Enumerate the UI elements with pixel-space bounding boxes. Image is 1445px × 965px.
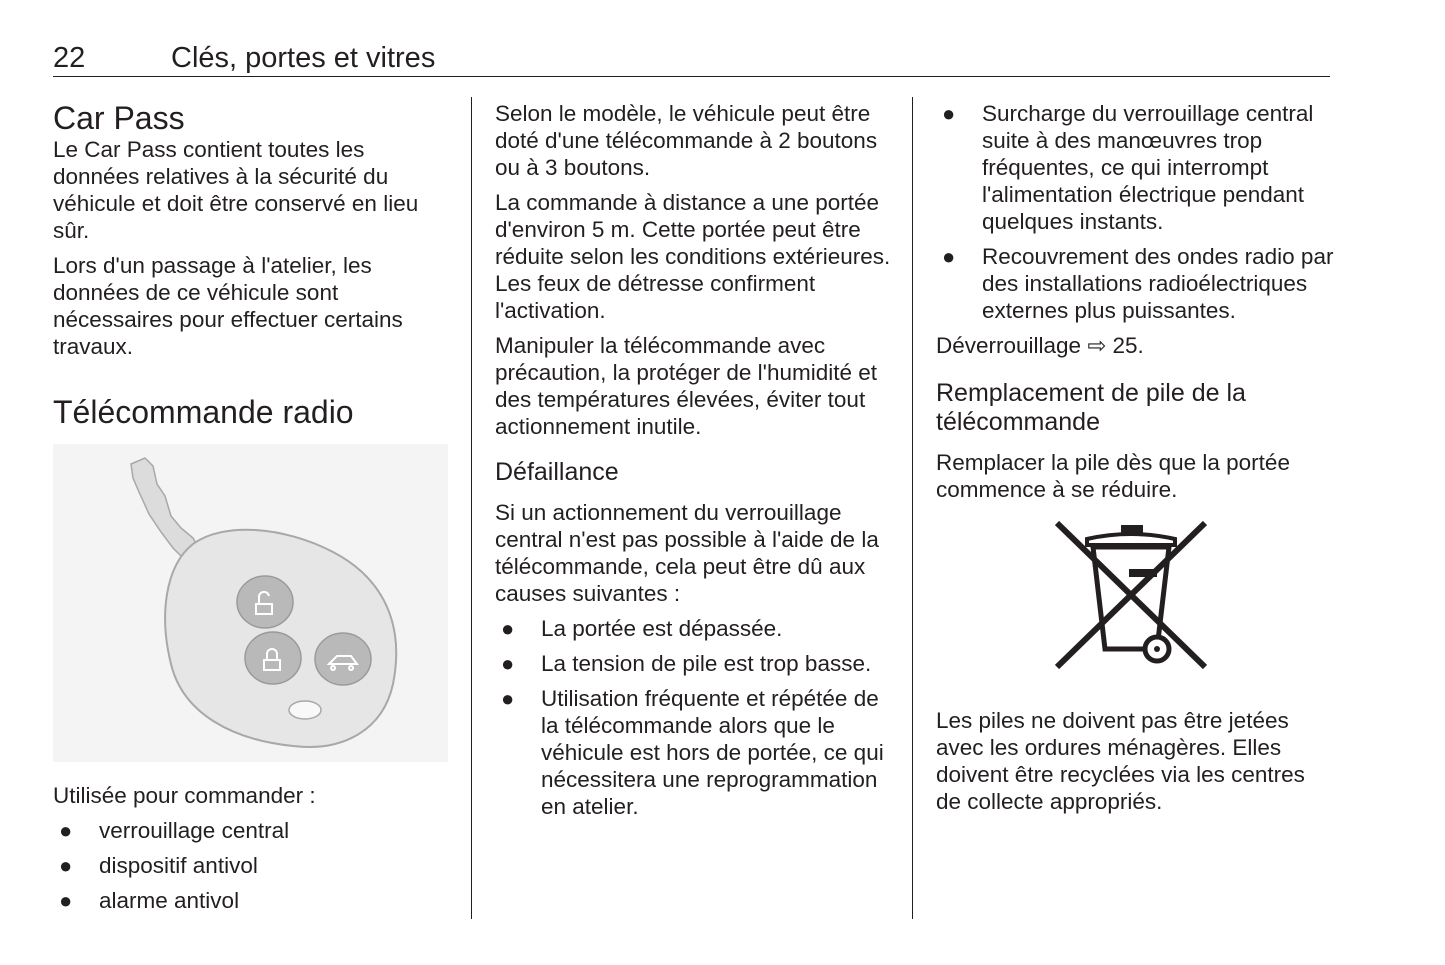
column-middle — [495, 100, 895, 820]
weee-symbol — [1051, 517, 1211, 677]
section-title-battery: Remplacement de pile de la télécommande — [936, 379, 1246, 436]
failure-list — [495, 615, 895, 820]
arrow-icon: ⇨ — [1087, 333, 1107, 358]
paragraph: Lors d'un passage à l'atelier, les données de ce véhicule sont nécessaires pour effectuer certains travaux. — [53, 253, 403, 359]
list-item: ● verrouillage central — [59, 818, 290, 843]
bullet-icon: ● — [501, 686, 515, 711]
bullet-icon: ● — [501, 651, 515, 676]
crossed-bin-icon — [1051, 517, 1211, 677]
bullet-icon: ● — [59, 853, 73, 878]
bullet-icon: ● — [59, 888, 73, 913]
paragraph: Si un actionnement du verrouillage central n'est pas possible à l'aide de la télécommande, cela peut être dû aux causes suivantes : — [495, 500, 879, 606]
bullet-icon: ● — [942, 101, 956, 126]
list-item: ● La portée est dépassée. — [501, 616, 783, 641]
column-left — [53, 100, 453, 914]
cross-reference[interactable]: Déverrouillage ⇨ 25. — [936, 333, 1144, 358]
list-item: ● alarme antivol — [59, 888, 240, 913]
list-item: ● Recouvrement des ondes radio par des installations radioélectriques externes plus puissantes. — [942, 244, 1334, 323]
column-right — [936, 100, 1336, 815]
usage-list — [53, 817, 453, 914]
cause-list — [936, 100, 1336, 324]
key-fob-icon — [53, 444, 448, 762]
column-divider — [912, 97, 913, 919]
section-title-remote: Télécommande radio — [53, 394, 354, 430]
page-number: 22 — [53, 42, 86, 74]
list-item: ● La tension de pile est trop basse. — [501, 651, 872, 676]
page-header — [53, 40, 1330, 77]
bullet-icon: ● — [501, 616, 515, 641]
usage-intro: Utilisée pour commander : — [53, 783, 316, 808]
bullet-icon: ● — [59, 818, 73, 843]
paragraph: Manipuler la télécommande avec précaution, la protéger de l'humidité et des températures élevées, éviter tout actionnement inutile. — [495, 333, 878, 439]
column-divider — [471, 97, 472, 919]
bullet-icon: ● — [942, 244, 956, 269]
section-title-failure: Défaillance — [495, 458, 619, 486]
paragraph: La commande à distance a une portée d'environ 5 m. Cette portée peut être réduite selon les conditions extérieures. Les feux de détresse confirment l'activation. — [495, 190, 891, 323]
remote-key-illustration — [53, 444, 448, 762]
chapter-title: Clés, portes et vitres — [171, 42, 436, 74]
list-item: ● Surcharge du verrouillage central suite à des manœuvres trop fréquentes, ce qui interrompt l'alimentation électrique pendant quelques instants. — [942, 101, 1314, 234]
paragraph: Selon le modèle, le véhicule peut être doté d'une télécommande à 2 boutons ou à 3 boutons. — [495, 101, 878, 180]
paragraph: Remplacer la pile dès que la portée commence à se réduire. — [936, 450, 1290, 502]
paragraph: Les piles ne doivent pas être jetées avec les ordures ménagères. Elles doivent être recyclées via les centres de collecte appropriés. — [936, 708, 1305, 814]
paragraph: Le Car Pass contient toutes les données relatives à la sécurité du véhicule et doit être conservé en lieu sûr. — [53, 137, 419, 243]
list-item: ● Utilisation fréquente et répétée de la télécommande alors que le véhicule est hors de portée, ce qui nécessitera une reprogrammation en atelier. — [501, 686, 884, 819]
section-title-car-pass: Car Pass — [53, 100, 185, 136]
list-item: ● dispositif antivol — [59, 853, 258, 878]
